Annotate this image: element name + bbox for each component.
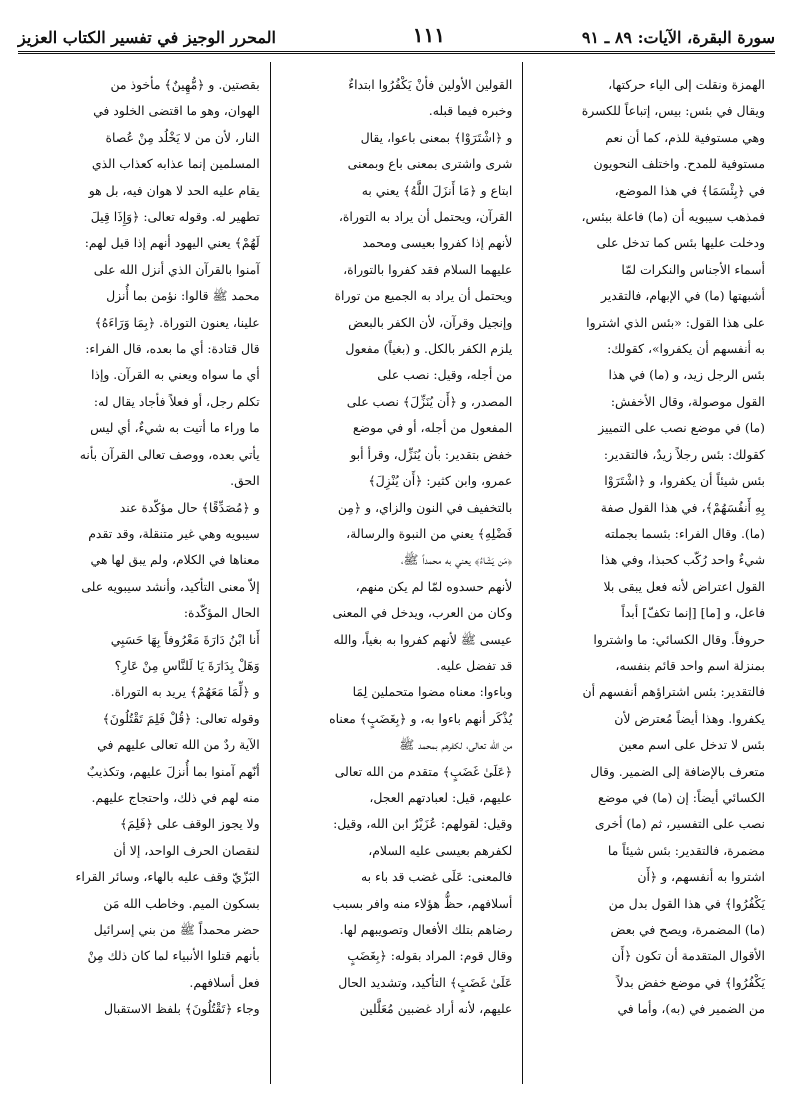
- text-line: القولين الأولين فأنْ يَكْفُرُوا ابتداءٌ: [348, 77, 513, 92]
- page-number: ١١١: [412, 23, 446, 47]
- text-line: البَزّيّ وقف عليه بالهاء، وسائر القراء: [75, 869, 260, 885]
- text-line: لكفرهم بعيسى عليه السلام،: [368, 842, 513, 858]
- text-line: لأنهم حسدوه لمّا لم يكن منهم،: [355, 578, 513, 594]
- text-line: يَكْفُرُوا﴾ في هذا القول بدل من: [608, 895, 765, 911]
- text-line: (ما) في موضع نصب على التمييز: [598, 420, 765, 436]
- text-line: عيسى ﷺ لأنهم كفروا به بغياً، والله: [333, 631, 513, 647]
- text-line: الكسائي أيضاً: إن (ما) في موضع: [598, 789, 765, 805]
- text-line: بأنهم قتلوا الأنبياء لما كان ذلك مِنْ: [87, 948, 260, 964]
- text-line: تكلم رجل، أو فعلاً فأجاد يقال له:: [93, 393, 260, 409]
- text-line: فالمعنى: عَلَى غضب قد باء به: [360, 869, 513, 885]
- text-line: (ما) المضمرة، ويصح في بعض: [610, 922, 765, 937]
- text-line: وقوله تعالى: ﴿قُلْ فَلِمَ تَقْتُلُونَ﴾: [102, 710, 260, 726]
- text-line: الأقوال المتقدمة أن تكون ﴿أَن: [611, 948, 765, 964]
- text-line: آمنوا بالقرآن الذي أنزل الله على: [93, 261, 260, 277]
- text-line: ودخلت عليها بئس كما تدخل على: [596, 235, 765, 251]
- text-line: مستوفية للمدح. واختلف النحويون: [593, 156, 765, 172]
- text-line: المسلمين إنما عذابه كعذاب الذي: [91, 156, 260, 172]
- text-line: كقولك: بئس رجلاً زيدٌ، فالتقدير:: [603, 446, 765, 462]
- text-line: الهمزة ونقلت إلى الياء حركتها،: [608, 77, 765, 92]
- text-line: من أجله، وقيل: نصب على: [377, 367, 513, 383]
- text-line: به أنفسهم أن يكفروا»، كقولك:: [607, 341, 765, 357]
- text-line: شرى واشترى بمعنى باع وبمعنى: [347, 156, 513, 172]
- text-line: قال قتادة: أي ما بعده، قال الفراء:: [85, 341, 260, 357]
- text-line: رضاهم بتلك الأفعال وتصويبهم لها.: [339, 922, 513, 937]
- text-line: ما وراء ما أتيت به شيءٌ، أي ليس: [90, 420, 260, 436]
- text-line: بِهِ أَنفُسَهُمْ﴾، في هذا القول صفة: [600, 499, 765, 515]
- text-line: نصب على التفسير، ثم (ما) أخرى: [594, 816, 765, 832]
- text-line: قد تفضل عليه.: [436, 657, 513, 673]
- text-line: لأنهم إذا كفروا بعيسى ومحمد: [362, 235, 513, 251]
- text-line: في ﴿بِئْسَمَا﴾ في هذا الموضع،: [614, 182, 765, 198]
- text-line: أنّهم آمنوا بما أُنزلَ عليهم، وتكذيبٌ: [86, 763, 260, 779]
- text-line: بمنزلة اسم واحد قائم بنفسه،: [615, 657, 765, 673]
- text-line: بئس الرجل زيد، و (ما) في هذا: [608, 367, 765, 383]
- text-line: ولا يجوز الوقف على ﴿فَلِمَ﴾: [120, 816, 260, 832]
- text-line: أي ما سواه ويعني به القرآن. وإذا: [90, 367, 260, 383]
- text-line: أَنا ابْنُ دَارَةَ مَعْرُوفاً بِهَا حَسَبِي: [110, 631, 260, 647]
- text-line: عليهم، لأنه أراد غضبين مُعَلَّلين: [359, 1001, 513, 1017]
- text-line: الحق.: [230, 473, 260, 489]
- column-right: [523, 62, 775, 1084]
- text-line: القول موصولة، وقال الأخفش:: [610, 393, 765, 409]
- text-line: لَهُمْ﴾ يعني اليهود أنهم إذا قيل لهم:: [84, 235, 260, 251]
- text-line: وجاء ﴿تَقْتُلُونَ﴾ بلفظ الاستقبال: [104, 1001, 260, 1017]
- text-line: عليهم، قيل: لعبادتهم العجل،: [369, 789, 513, 805]
- text-line: عمرو، وابن كثير: ﴿أَن يُنْزِلَ﴾: [368, 473, 513, 489]
- text-line: منه لهم في ذلك، واحتجاج عليهم.: [91, 789, 260, 805]
- text-line: لنقصان الحرف الواحد، إلا أن: [113, 842, 260, 858]
- text-line: فاعل، و [ما] [إنما تكفّ] أبداً: [621, 605, 765, 621]
- text-line: ﴿عَلَىٰ غَضَبٍ﴾ متقدم من الله تعالى: [334, 763, 513, 779]
- page-header: [18, 18, 775, 54]
- text-line: يُذْكَر أنهم باءوا به، و ﴿بِغَضَبٍ﴾ معناه: [329, 710, 513, 726]
- text-line: وقيل: لقولهم: عُزَيْرٌ ابن الله، وقيل:: [333, 816, 513, 832]
- text-line: معناها في الكلام، ولم يبق لها هي: [90, 552, 260, 568]
- text-line: إلاّ معنى التأكيد، وأنشد سيبويه على: [81, 578, 260, 594]
- text-line: سيبويه وهي غير متنقلة، وقد تقدم: [88, 525, 260, 541]
- text-line: خفض بتقدير: بأن يُنَزِّل، وقرأ أبو: [350, 446, 513, 462]
- text-line: أسماء الأجناس والنكرات لمّا: [621, 261, 765, 277]
- text-line: على هذا القول: «بئس الذي اشتروا: [586, 314, 765, 330]
- text-line: ﴿مَن يَشَاءُ﴾ يعني به محمداً ﷺ،: [401, 552, 513, 568]
- text-line: الهوان، وهو ما اقتضى الخلود في: [93, 103, 260, 119]
- text-line: تطهير له. وقوله تعالى: ﴿وَإِذَا قِيلَ: [90, 209, 260, 225]
- text-line: بئس لا تدخل على اسم معين: [618, 737, 765, 753]
- text-line: وإنجيل وقرآن، لأن الكفر بالبعض: [348, 314, 513, 330]
- text-line: علينا، يعنون التوراة. ﴿بِمَا وَرَاءَهُ﴾: [94, 314, 260, 330]
- text-line: فمذهب سيبويه أن (ما) فاعلة ببئس،: [581, 209, 765, 225]
- text-line: فعل أسلافهم.: [189, 974, 260, 990]
- text-line: متعرف بالإضافة إلى الضمير. وقال: [590, 763, 765, 779]
- text-line: و ﴿لِّمَا مَعَهُمْ﴾ يريد به التوراة.: [110, 684, 260, 700]
- text-line: الآية ردٌ من الله تعالى عليهم في: [97, 737, 260, 753]
- text-line: يأتي بعده، ووصف تعالى القرآن بأنه: [79, 446, 260, 462]
- text-line: يكفروا. وهذا أيضاً مُعترض لأن: [614, 710, 765, 726]
- text-line: وكان من العرب، ويدخل في المعنى: [332, 605, 513, 621]
- text-line: أشبهتها (ما) في الإبهام، فالتقدير: [601, 288, 765, 304]
- text-line: بئس شيئاً أن يكفروا، و ﴿اشْتَرَوْا: [604, 473, 765, 489]
- text-line: فالتقدير: بئس اشتراؤهم أنفسهم أن: [582, 684, 765, 700]
- text-columns: [18, 62, 775, 1084]
- text-line: المفعول من أجله، أو في موضع: [352, 420, 513, 436]
- text-line: عليهما السلام فقد كفروا بالتوراة،: [343, 261, 513, 277]
- text-line: وقال قوم: المراد بقوله: ﴿بِغَضَبٍ: [347, 948, 513, 964]
- text-line: النار، لأن من لا يَخْلُد مِنْ عُصاة: [105, 129, 260, 145]
- text-line: مضمرة، فالتقدير: بئس شيئاً ما: [607, 842, 765, 858]
- text-line: فَضْلِهِ﴾ يعني من النبوة والرسالة،: [346, 525, 513, 541]
- text-line: وخبره فيما قبله.: [428, 103, 513, 119]
- text-line: ويقال في بئس: بيس، إتباعاً للكسرة: [581, 103, 765, 119]
- column-left: [18, 62, 271, 1084]
- text-line: محمد ﷺ قالوا: نؤمن بما أُنزل: [106, 288, 260, 304]
- text-line: يلزم الكفر بالكل. و (بغياً) مفعول: [345, 341, 513, 357]
- text-line: القول اعتراض لأنه فعل يبقى بلا: [603, 578, 765, 594]
- text-line: القرآن، ويحتمل أن يراد به التوراة،: [338, 209, 513, 225]
- text-line: المصدر، و ﴿أَن يُنَزِّلَ﴾ نصب على: [346, 393, 513, 409]
- book-title: المحرر الوجيز في تفسير الكتاب العزيز: [18, 28, 276, 47]
- text-line: عَلَىٰ غَضَبٍ﴾ التأكيد، وتشديد الحال: [338, 974, 513, 990]
- text-line: بسكون الميم. وخاطب الله مَن: [103, 895, 260, 911]
- text-line: بقصتين. و ﴿مُّهِينٌ﴾ مأخوذ من: [110, 77, 260, 92]
- text-line: و ﴿مُصَدِّقًا﴾ حال مؤكّدة عند: [119, 499, 260, 515]
- text-line: و ﴿اشْتَرَوْا﴾ بمعنى باعوا، يقال: [360, 129, 513, 145]
- text-line: وَهَلْ بِدَارَةَ يَا لَلنَّاسِ مِنْ عَارِ؟: [114, 657, 260, 673]
- text-line: ابتاع و ﴿مَا أَنزَلَ اللَّهُ﴾ يعني به: [361, 182, 513, 198]
- text-line: وهي مستوفية للذم، كما أن نعم: [605, 129, 765, 145]
- text-line: اشتروا به أنفسهم، و ﴿أَن: [637, 869, 765, 885]
- text-line: ويحتمل أن يراد به الجميع من توراة: [334, 288, 513, 304]
- text-line: حضر محمداً ﷺ من بني إسرائيل: [93, 922, 260, 937]
- text-line: (ما). وقال الفراء: بئسما بجملته: [604, 525, 765, 541]
- text-line: الحال المؤكّدة:: [183, 605, 260, 621]
- text-line: يقام عليه الحد لا هوان فيه، بل هو: [88, 182, 260, 198]
- text-line: أسلافهم، حظُّ هؤلاء منه وافر بسبب: [332, 895, 513, 911]
- text-line: من الضمير في (به)، وأما في: [617, 1001, 765, 1017]
- text-line: وباءوا: معناه مضوا متحملين لِمَا: [352, 684, 513, 700]
- text-line: يَكْفُرُوا﴾ في موضع خفض بدلاً: [616, 974, 765, 990]
- text-line: بالتخفيف في النون والزاي، و ﴿مِن: [337, 499, 513, 515]
- column-middle: [271, 62, 524, 1084]
- text-line: شيءٌ واحد رُكّب كحبذا، وفي هذا: [600, 552, 765, 568]
- text-line: حروفاً. وقال الكسائي: ما واشتروا: [593, 631, 765, 647]
- surah-reference: سورة البقرة، الآيات: ٨٩ ـ ٩١: [581, 28, 775, 47]
- text-line: من الله تعالى، لكفرهم بمحمد ﷺ: [399, 737, 513, 753]
